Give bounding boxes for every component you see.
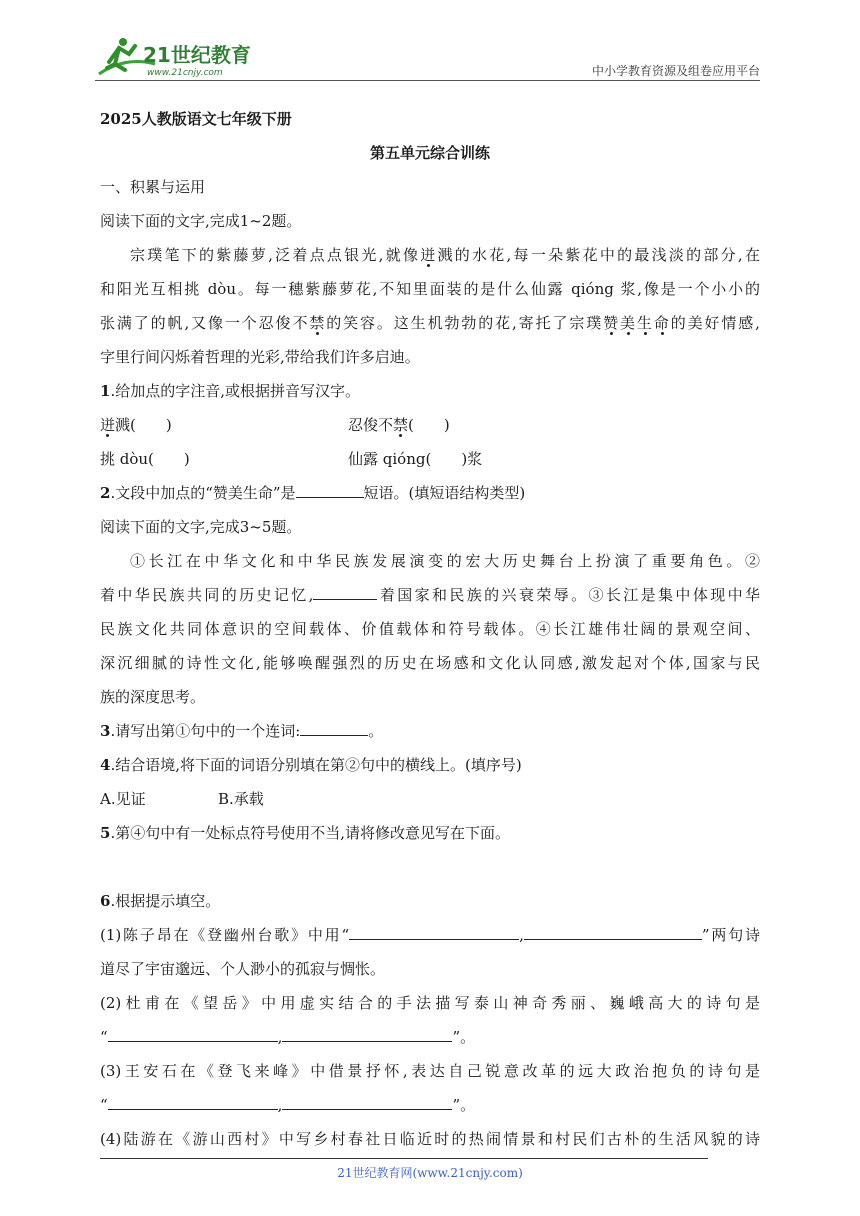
question-6-4: (4)陆游在《游山西村》中写乡村春社日临近时的热闹情景和村民们古朴的生活风貌的诗	[100, 1130, 760, 1148]
question-6-2-blanks: “ , ”。	[100, 1028, 476, 1046]
question-2: 2.文段中加点的“赞美生命”是 短语。(填短语结构类型)	[100, 484, 526, 502]
option-a: A.见证	[100, 790, 146, 808]
footer-link[interactable]: 21世纪教育网(www.21cnjy.com)	[337, 1166, 523, 1180]
answer-blank[interactable]	[296, 482, 364, 498]
header-divider	[95, 80, 760, 81]
question-6-3-blanks: “ , ”。	[100, 1096, 476, 1114]
question-6: 6.根据提示填空。	[100, 892, 221, 910]
passage1-line3: 张满了的帆,又像一个忍俊不禁的笑容。这生机勃勃的花,寄托了宗璞赞美生命的美好情感,	[100, 314, 760, 332]
question-1-row1	[100, 408, 760, 442]
passage2-line3: 民族文化共同体意识的空间载体、价值载体和符号载体。④长江雄伟壮阔的景观空间、	[100, 620, 760, 638]
q1-item-qiongjiang: 仙露 qióng( )浆	[348, 450, 483, 468]
answer-blank[interactable]	[282, 1026, 452, 1042]
question-4-options	[100, 782, 760, 816]
answer-space[interactable]	[100, 850, 760, 884]
section-heading: 一、积累与运用	[100, 178, 206, 196]
question-6-2: (2)杜甫在《望岳》中用虚实结合的手法描写泰山神奇秀丽、巍峨高大的诗句是	[100, 994, 760, 1012]
book-title: 2025人教版语文七年级下册	[100, 110, 292, 128]
question-3: 3.请写出第①句中的一个连词: 。	[100, 722, 384, 740]
passage2-line2: 着中华民族共同的历史记忆, 着国家和民族的兴衰荣辱。③长江是集中体现中华	[100, 586, 760, 604]
footer-divider	[100, 1158, 708, 1159]
passage1-line4: 字里行间闪烁着哲理的光彩,带给我们许多启迪。	[100, 348, 420, 366]
reading-intro-2: 阅读下面的文字,完成3~5题。	[100, 518, 302, 536]
passage2-line1: ①长江在中华文化和中华民族发展演变的宏大历史舞台上扮演了重要角色。②	[130, 552, 760, 570]
passage2-line5: 族的深度思考。	[100, 688, 206, 706]
question-5: 5.第④句中有一处标点符号使用不当,请将修改意见写在下面。	[100, 824, 510, 842]
answer-blank[interactable]	[349, 924, 519, 940]
passage1-line2: 和阳光互相挑 dòu。每一穗紫藤萝花,不知里面装的是什么仙露 qióng 浆,像是一个小小的	[100, 280, 760, 298]
question-6-3: (3)王安石在《登飞来峰》中借景抒怀,表达自己锐意改革的远大政治抱负的诗句是	[100, 1062, 760, 1080]
svg-text:21世纪教育: 21世纪教育	[143, 43, 251, 67]
answer-blank[interactable]	[300, 720, 368, 736]
answer-blank[interactable]	[108, 1094, 278, 1110]
question-4: 4.结合语境,将下面的词语分别填在第②句中的横线上。(填序号)	[100, 756, 522, 774]
document-body	[100, 96, 760, 1156]
header-platform-text: 中小学教育资源及组卷应用平台	[591, 64, 760, 78]
page-header	[95, 34, 760, 82]
q1-item-bengjian: 迸溅( )	[100, 416, 172, 434]
passage2-line4: 深沉细腻的诗性文化,能够唤醒强烈的历史在场感和文化认同感,激发起对个体,国家与民	[100, 654, 760, 672]
answer-blank[interactable]	[524, 924, 702, 940]
question-1: 1.给加点的字注音,或根据拼音写汉字。	[100, 382, 360, 400]
question-6-1-cont: 道尽了宇宙邈远、个人渺小的孤寂与惆怅。	[100, 960, 386, 978]
q1-item-tiaodou: 挑 dòu( )	[100, 450, 190, 468]
q1-item-renjun: 忍俊不禁( )	[348, 416, 450, 434]
answer-blank[interactable]	[282, 1094, 452, 1110]
svg-text:www.21cnjy.com: www.21cnjy.com	[147, 68, 223, 78]
passage1-line1: 宗璞笔下的紫藤萝,泛着点点银光,就像迸溅的水花,每一朵紫花中的最浅淡的部分,在	[130, 246, 760, 264]
question-6-1: (1)陈子昂在《登幽州台歌》中用“ , ”两句诗	[100, 926, 760, 944]
logo-icon	[95, 34, 265, 78]
option-b: B.承载	[218, 790, 264, 808]
question-1-row2	[100, 442, 760, 476]
answer-blank[interactable]	[108, 1026, 278, 1042]
answer-blank[interactable]	[313, 584, 377, 600]
reading-intro-1: 阅读下面的文字,完成1~2题。	[100, 212, 302, 230]
unit-title: 第五单元综合训练	[369, 144, 490, 162]
